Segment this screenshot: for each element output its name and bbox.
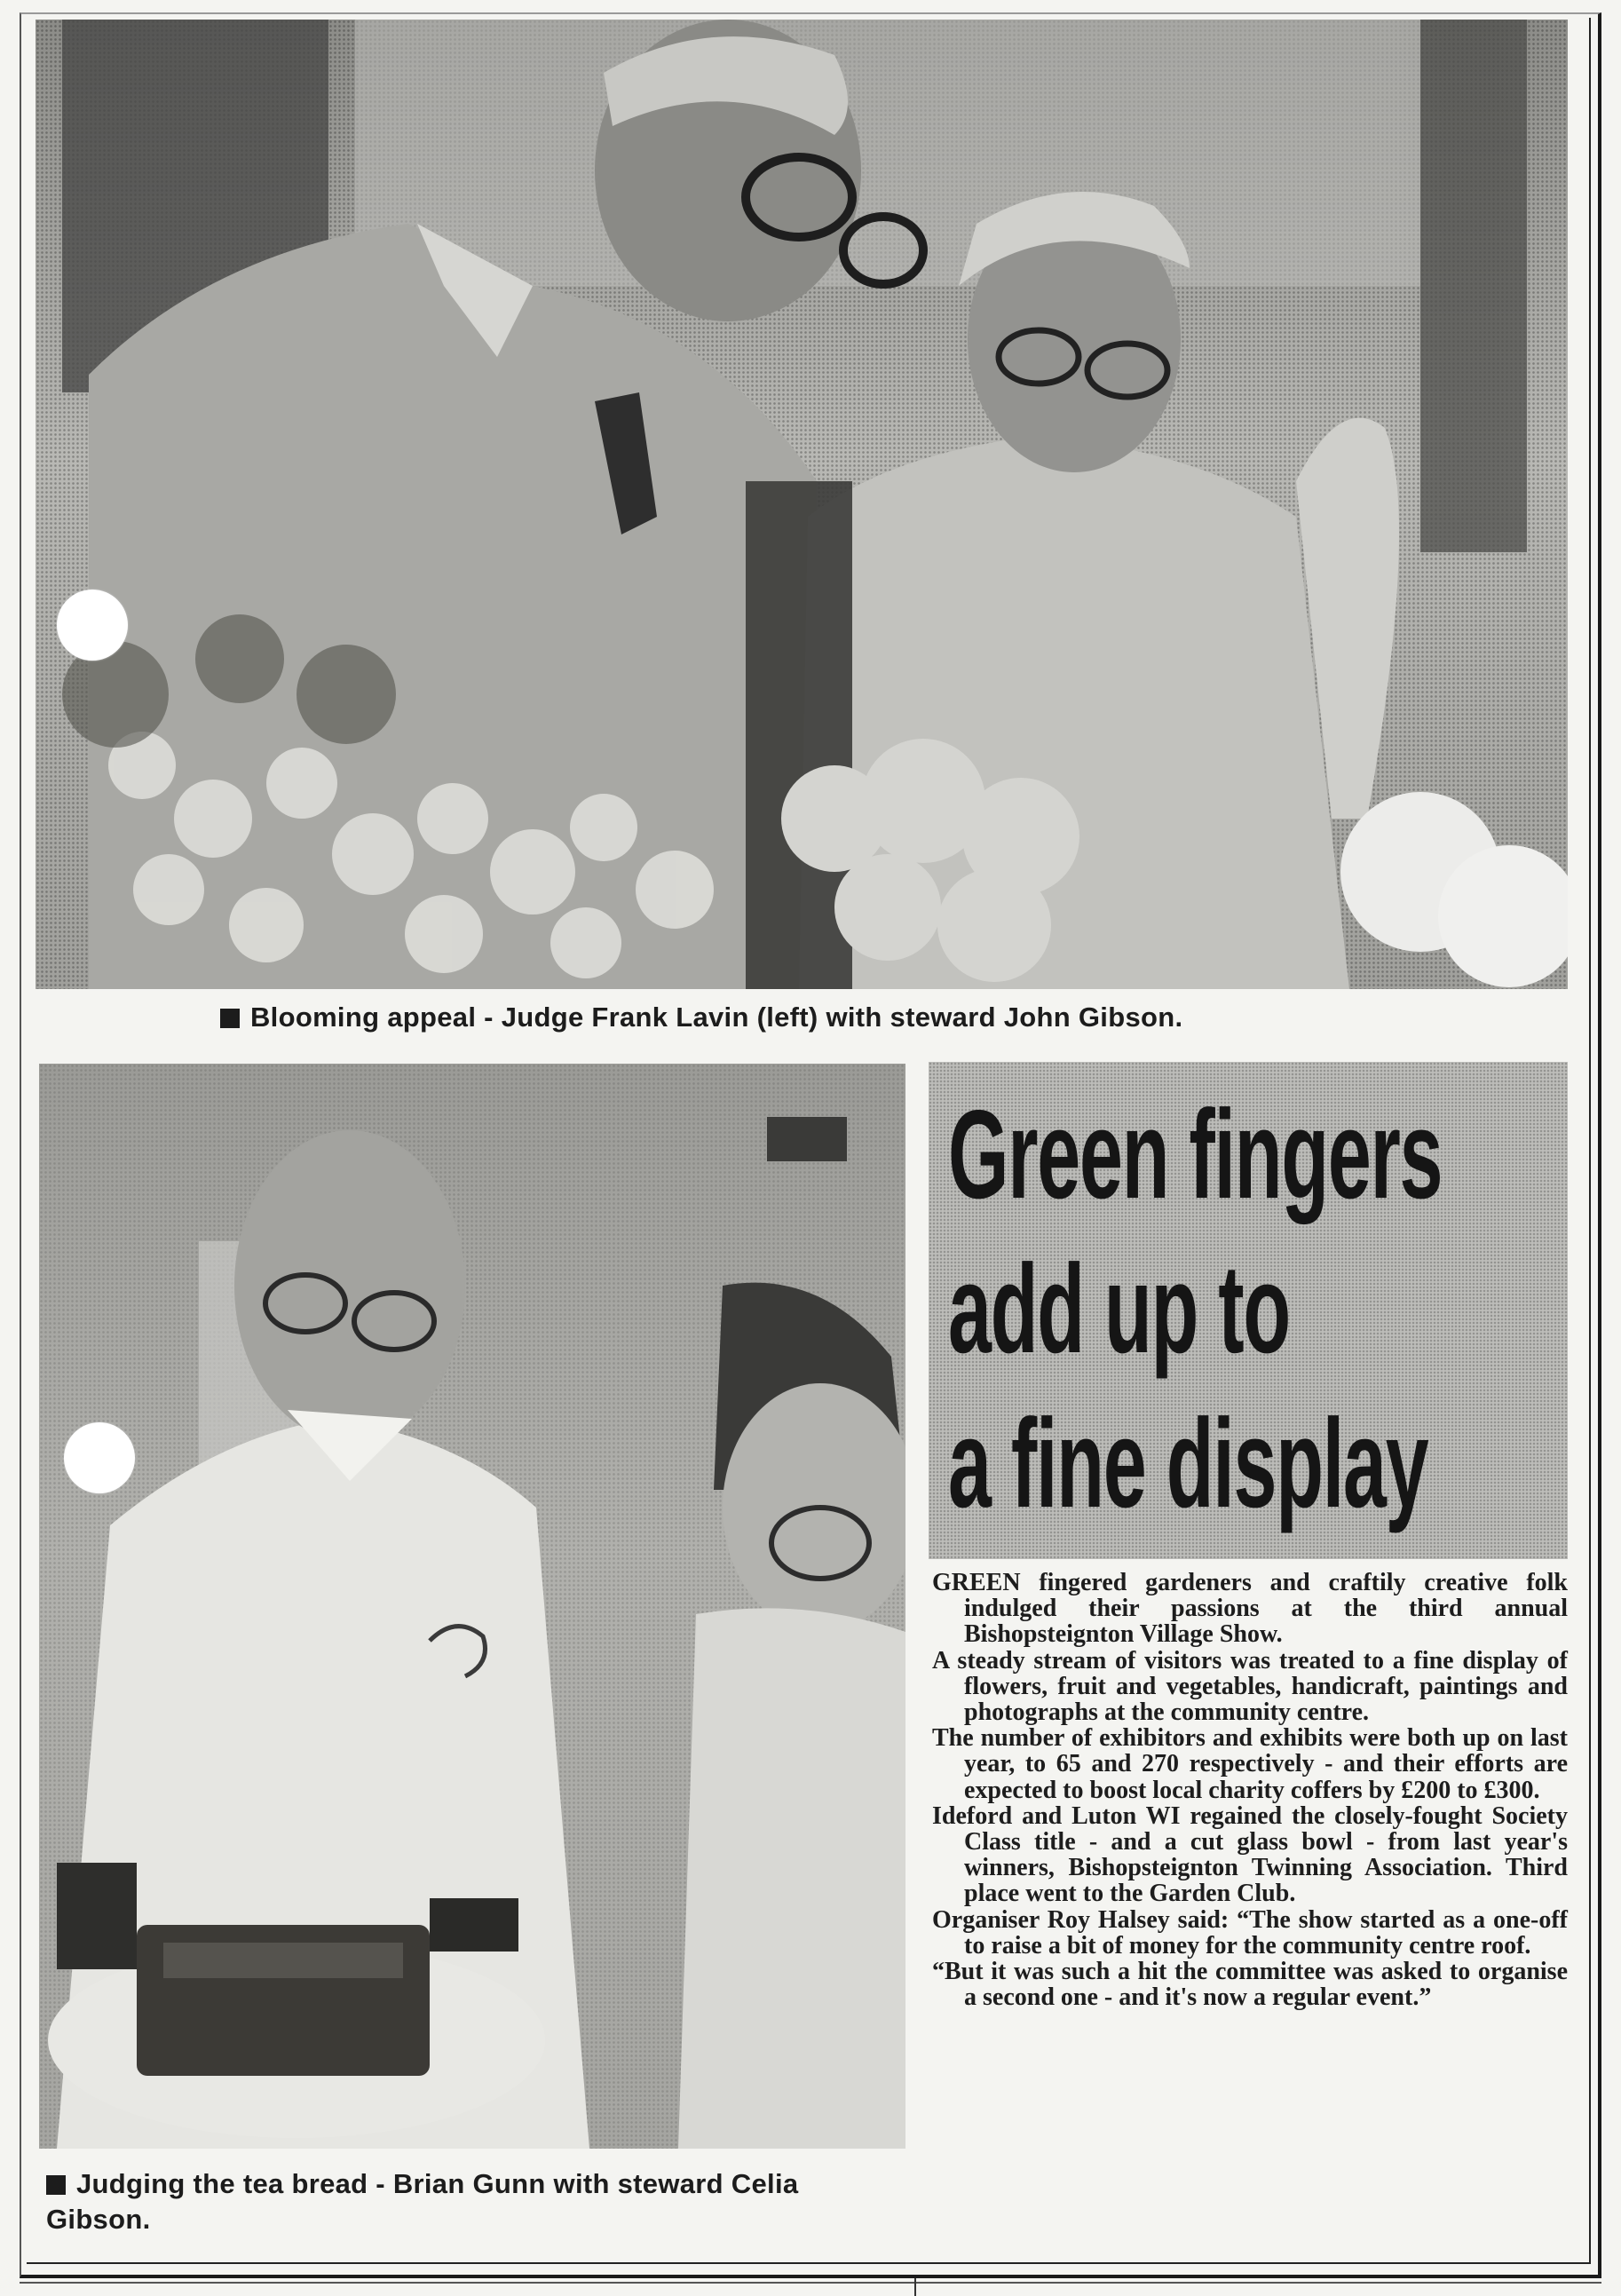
- headline-panel: [929, 1062, 1568, 1559]
- paragraph-1: GREEN fingered gardeners and craftily creative folk indulged their passions at the third annual Bishopsteignton Village Show.: [932, 1569, 1568, 1649]
- paragraph-5: Organiser Roy Halsey said: “The show started as a one-off to raise a bit of money for the community centre roof.: [932, 1905, 1568, 1960]
- photo-top-illustration: [36, 20, 1568, 989]
- article-body: [932, 1570, 1568, 2010]
- photo-bottom-caption: [46, 2166, 898, 2237]
- photo-judge-and-steward: [36, 20, 1568, 989]
- headline-line-3: a fine display: [948, 1393, 1428, 1534]
- headline: [948, 1078, 1443, 1541]
- bottom-rule: [20, 2282, 1601, 2284]
- photo-bottom-illustration: [39, 1064, 905, 2149]
- paragraph-4: Ideford and Luton WI regained the closely-fought Society Class title - and a cut glass bowl - from last year's winners, Bishopsteignton Twinning Association. Third place went to the Garden Club.: [932, 1801, 1568, 1908]
- photo-top-caption: [220, 1002, 1463, 1033]
- photo-tea-bread-judging: [39, 1064, 905, 2149]
- paragraph-3: The number of exhibitors and exhibits were both up on last year, to 65 and 270 respectively - and their efforts are expected to boost local charity coffers by £200 to £300.: [932, 1724, 1568, 1804]
- headline-line-1: Green fingers: [948, 1084, 1443, 1225]
- punch-hole-bottom: [64, 1422, 135, 1493]
- bullet-square-icon: [46, 2175, 66, 2195]
- headline-line-2: add up to: [948, 1239, 1290, 1380]
- fold-tick: [914, 2278, 916, 2296]
- paragraph-2: A steady stream of visitors was treated to a fine display of flowers, fruit and vegetables, handicraft, paintings and photographs at the community centre.: [932, 1646, 1568, 1727]
- punch-hole-top: [57, 590, 128, 661]
- photo-top-caption-text: Blooming appeal - Judge Frank Lavin (left) with steward John Gibson.: [250, 1002, 1183, 1033]
- bullet-square-icon: [220, 1009, 240, 1028]
- paragraph-6: “But it was such a hit the committee was asked to organise a second one - and it's now a regular event.”: [932, 1958, 1568, 2012]
- photo-bottom-caption-text: Judging the tea bread - Brian Gunn with steward Celia Gibson.: [46, 2168, 799, 2235]
